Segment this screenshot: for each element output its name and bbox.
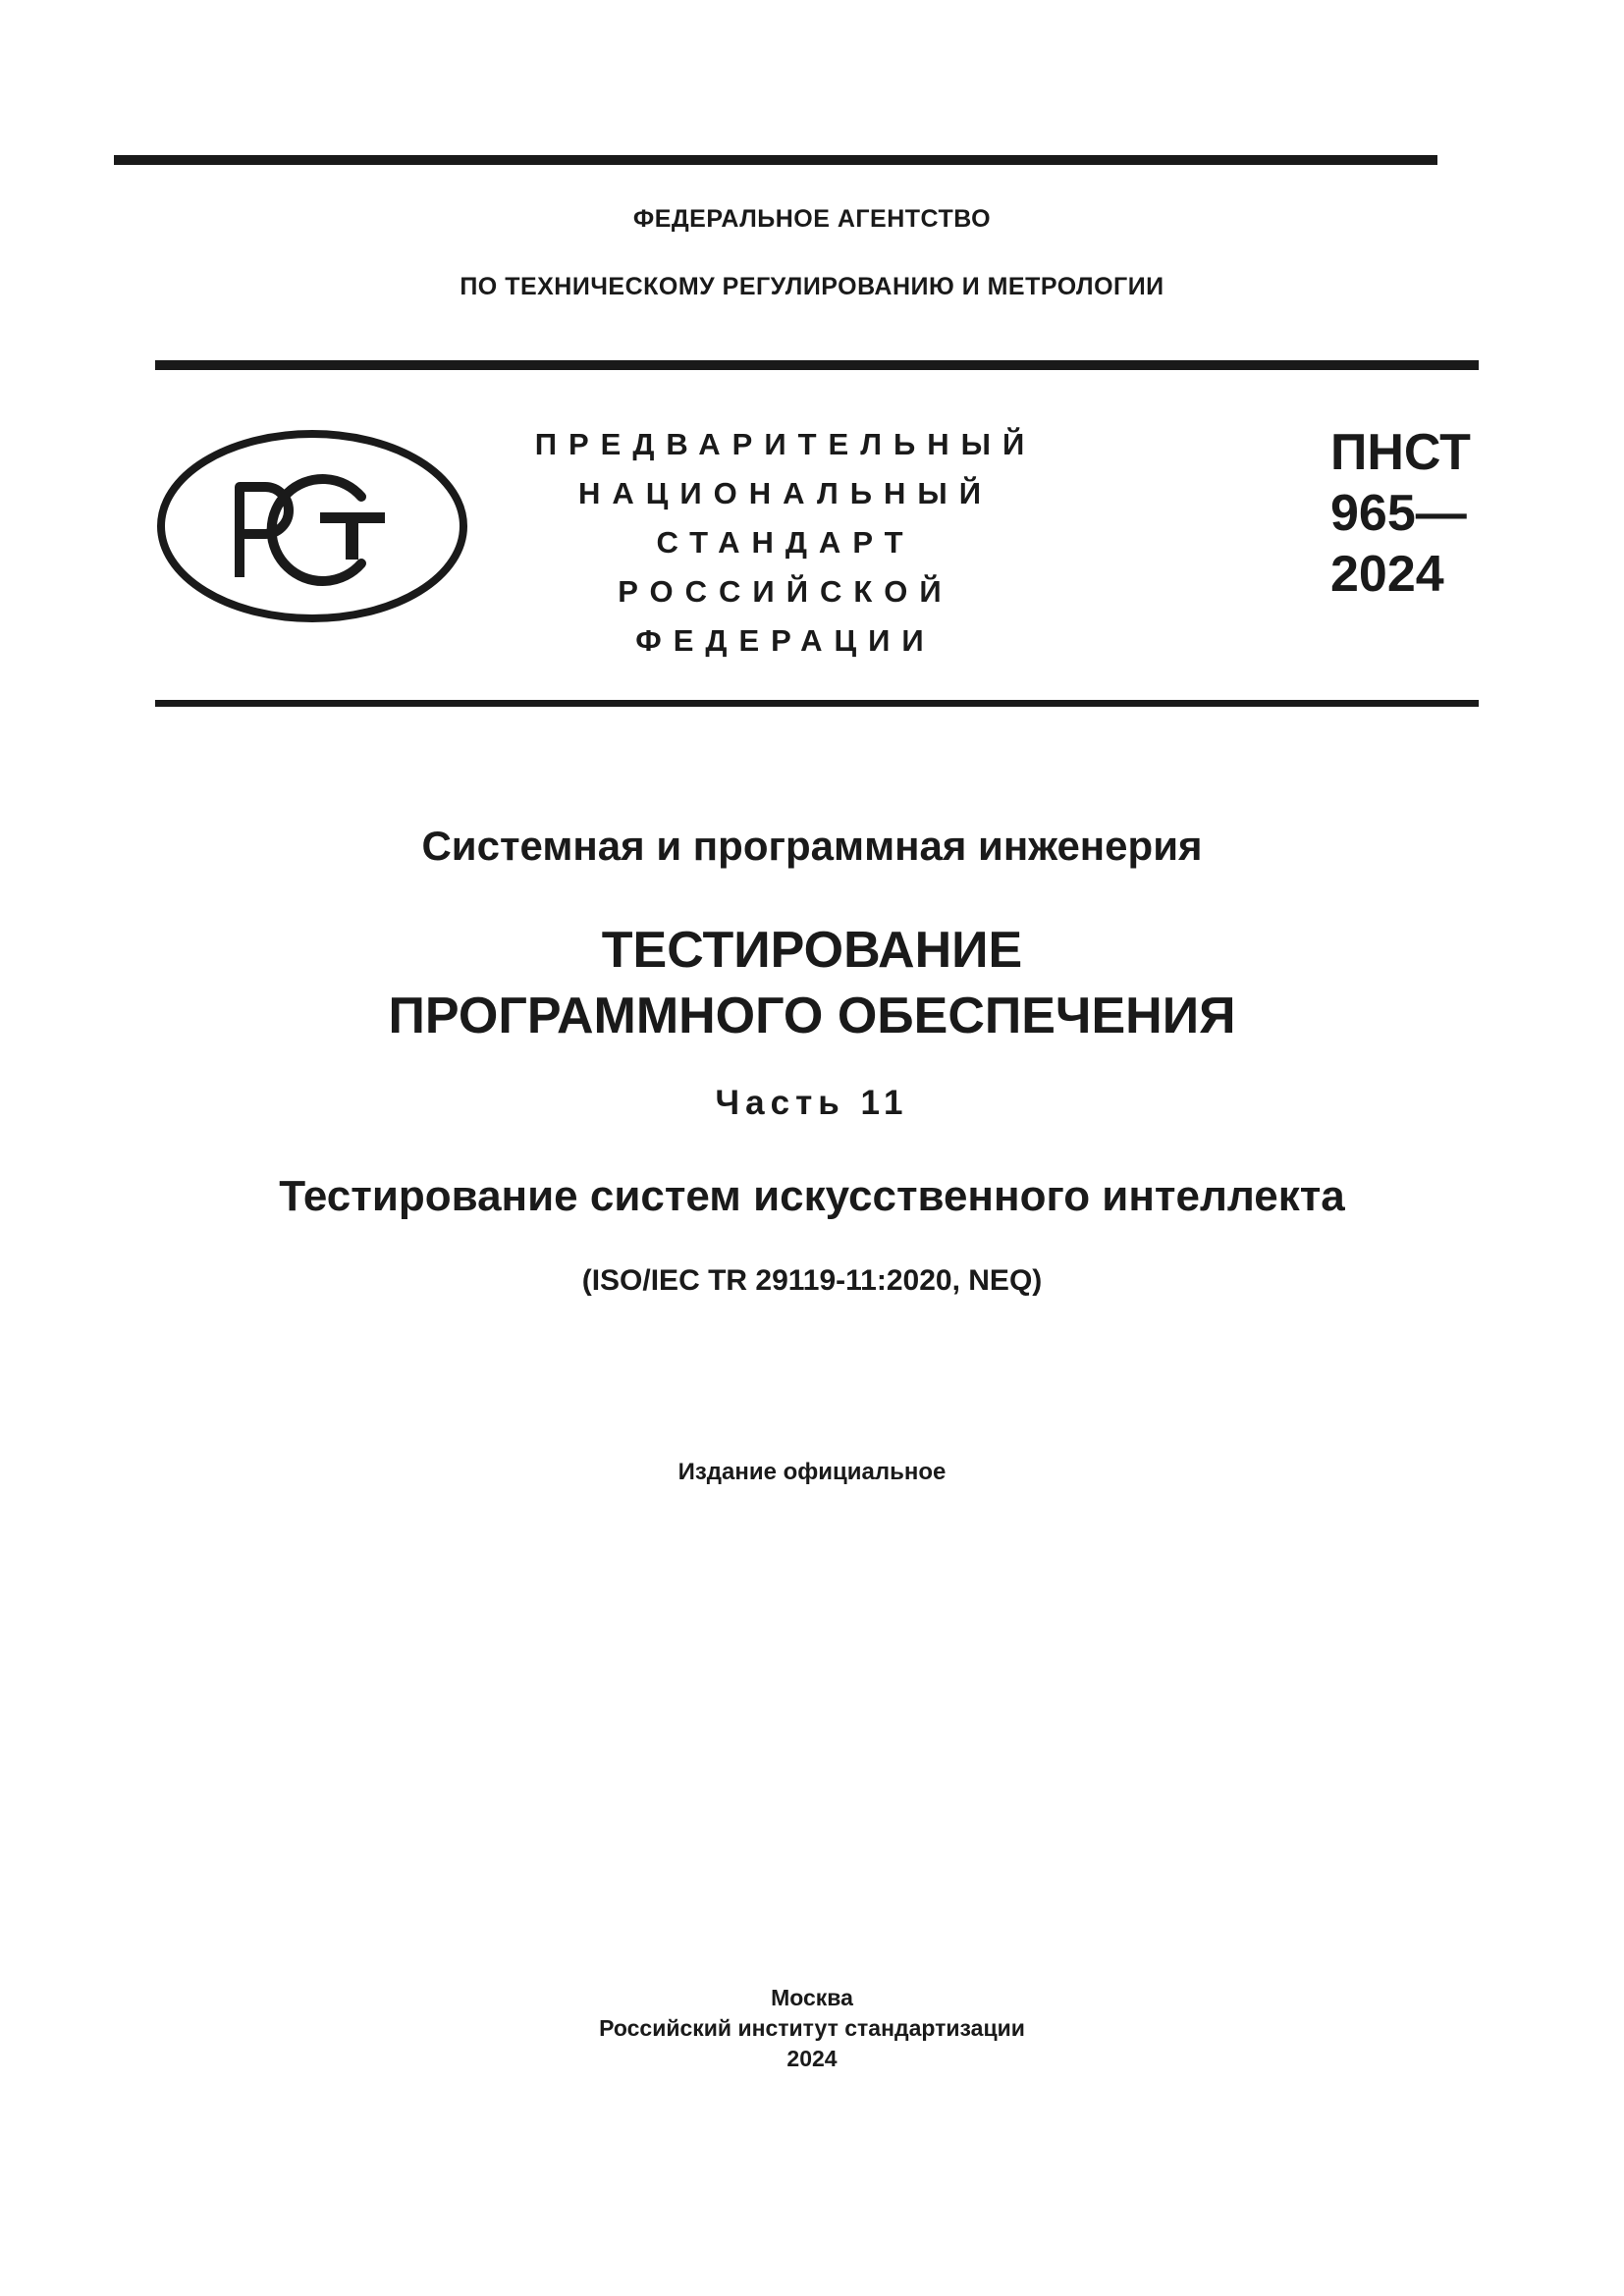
- rst-logo-icon: [155, 428, 469, 624]
- document-title-line-2: ПРОГРАММНОГО ОБЕСПЕЧЕНИЯ: [388, 988, 1236, 1044]
- edition-note: Издание официальное: [677, 1459, 947, 1485]
- publication-year: 2024: [786, 2046, 838, 2071]
- top-divider: [114, 155, 1437, 165]
- header-divider: [155, 360, 1479, 370]
- publication-city: Москва: [771, 1985, 853, 2010]
- agency-name-line-1: ФЕДЕРАЛЬНОЕ АГЕНТСТВО: [632, 205, 992, 233]
- document-subject: Системная и программная инженерия: [421, 823, 1203, 869]
- document-title-line-1: ТЕСТИРОВАНИЕ: [601, 922, 1023, 979]
- designation-number: 965—: [1330, 485, 1467, 542]
- standard-type-line: РОССИЙСКОЙ: [618, 574, 953, 609]
- document-subtitle: Тестирование систем искусственного интеллекта: [279, 1172, 1345, 1220]
- standard-type-line: ФЕДЕРАЦИИ: [635, 623, 936, 658]
- designation-year: 2024: [1330, 546, 1444, 603]
- standard-type-line: ПРЕДВАРИТЕЛЬНЫЙ: [534, 427, 1037, 461]
- publisher-name: Российский институт стандартизации: [599, 2015, 1025, 2041]
- standard-type-block: [511, 420, 1060, 666]
- international-equivalence: (ISO/IEC TR 29119-11:2020, NEQ): [581, 1264, 1043, 1297]
- standard-type-line: НАЦИОНАЛЬНЫЙ: [577, 476, 994, 510]
- agency-name-line-2: ПО ТЕХНИЧЕСКОМУ РЕГУЛИРОВАНИЮ И МЕТРОЛОГИИ: [460, 273, 1164, 300]
- designation-prefix: ПНСТ: [1330, 424, 1471, 481]
- standard-designation: [1330, 422, 1471, 605]
- title-divider: [155, 700, 1479, 707]
- document-part: Часть 11: [715, 1084, 909, 1122]
- standard-type-line: СТАНДАРТ: [656, 525, 915, 560]
